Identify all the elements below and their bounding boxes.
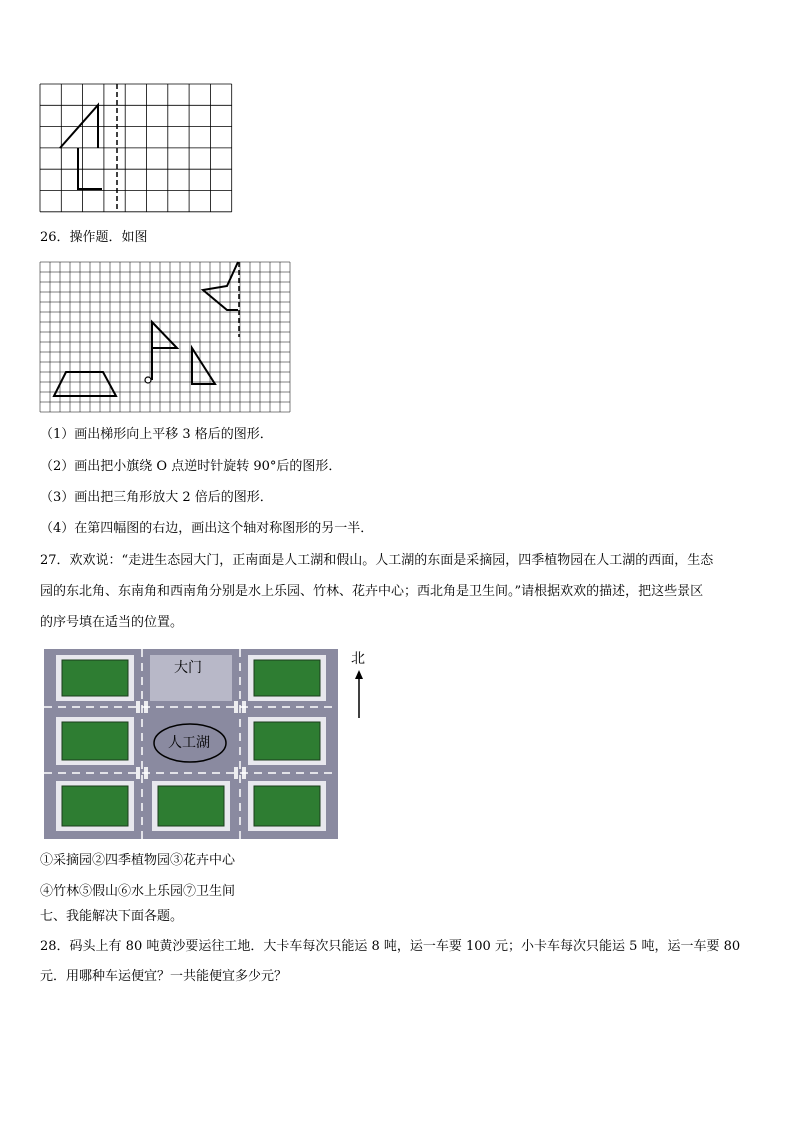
q28-line-1: 28．码头上有 80 吨黄沙要运往工地．大卡车每次只能运 8 吨，运一车要 100 元；小卡车每次只能运 5 吨，运一车要 80	[40, 939, 741, 954]
legend-line-1: ①采摘园②四季植物园③花卉中心	[40, 853, 236, 868]
trapezoid-shape	[54, 372, 116, 396]
block-e	[248, 717, 326, 765]
q26-task-3: （3）画出把三角形放大 2 倍后的图形．	[40, 490, 273, 505]
section-7-heading: 七、我能解决下面各题。	[40, 909, 184, 924]
flag-shape	[152, 322, 177, 348]
q26-task-1: （1）画出梯形向上平移 3 格后的图形．	[40, 427, 273, 442]
block-w	[56, 717, 134, 765]
q26-task-4: （4）在第四幅图的右边，画出这个轴对称图形的另一半．	[40, 521, 374, 536]
lake-label: 人工湖	[168, 735, 210, 751]
rotation-center-point	[145, 377, 151, 383]
block-nw	[56, 655, 134, 701]
gate-label: 大门	[174, 660, 202, 676]
q27-line-3: 的序号填在适当的位置。	[40, 615, 184, 630]
north-label: 北	[351, 651, 365, 667]
block-sw	[56, 781, 134, 831]
legend-line-2: ④竹林⑤假山⑥水上乐园⑦卫生间	[40, 884, 236, 899]
triangle-shape	[192, 348, 215, 384]
q26-task-2: （2）画出把小旗绕 O 点逆时针旋转 90°后的图形．	[40, 459, 342, 474]
q26-heading: 26．操作题．如图	[40, 230, 148, 245]
north-arrow-icon	[353, 670, 365, 720]
operations-grid-figure	[40, 262, 292, 412]
block-se	[248, 781, 326, 831]
figure-stem	[78, 148, 102, 189]
block-ne	[248, 655, 326, 701]
symmetry-grid-figure	[40, 84, 212, 214]
q27-line-1: 27．欢欢说：“走进生态园大门，正南面是人工湖和假山。人工湖的东面是采摘园，四季植物园在人工湖的西面，生态	[40, 553, 714, 568]
block-s	[152, 781, 230, 831]
half-symmetric-shape	[203, 262, 238, 310]
q27-line-2: 园的东北角、东南角和西南角分别是水上乐园、竹林、花卉中心；西北角是卫生间。”请根据欢欢的描述，把这些景区	[40, 584, 704, 599]
q28-line-2: 元．用哪种车运便宜？一共能便宜多少元？	[40, 969, 288, 984]
